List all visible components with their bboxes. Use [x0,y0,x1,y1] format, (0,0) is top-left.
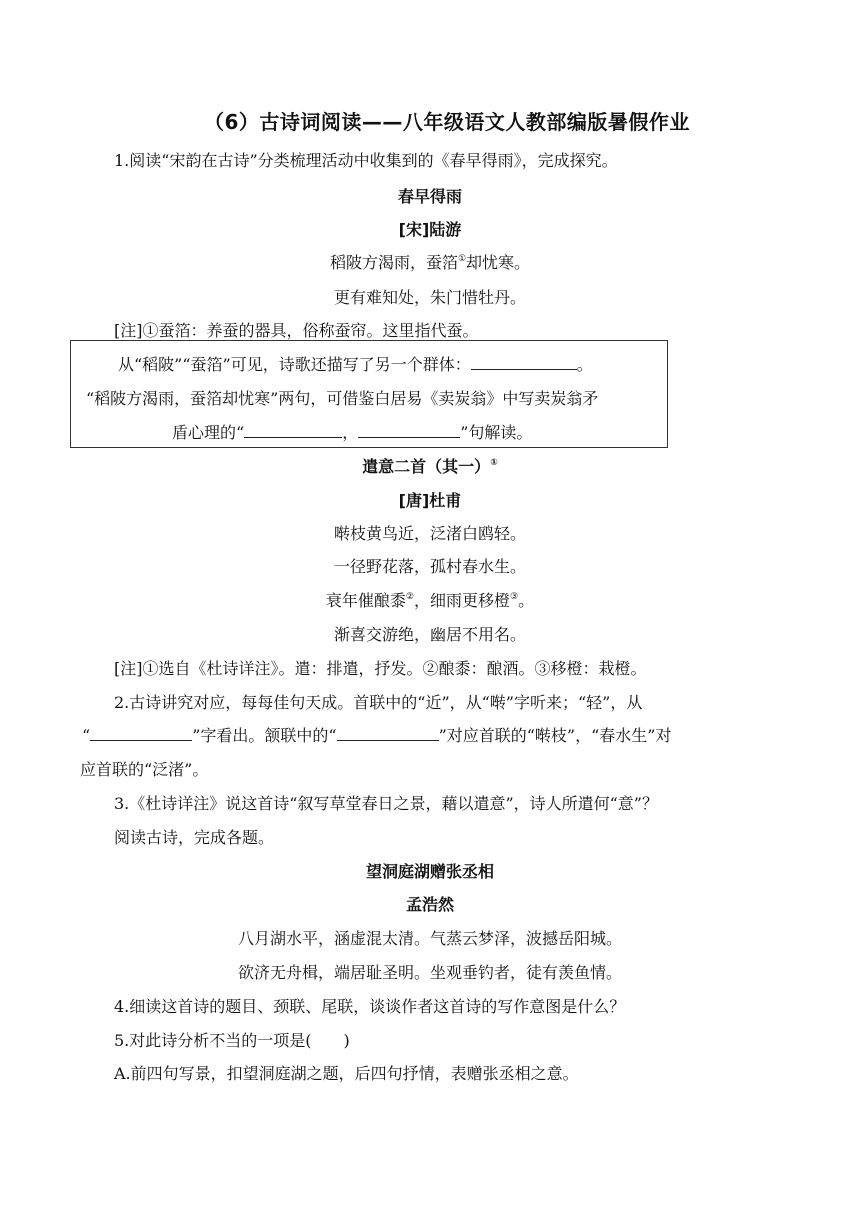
answer-blank-1[interactable] [471,355,577,370]
answer-blank-2[interactable] [244,423,342,438]
poem-1-author: [宋]陆游 [398,220,462,239]
box-line-1-end: 。 [576,355,593,374]
poem-3-line-2: 欲济无舟楫，端居耻圣明。坐观垂钓者，徒有羡鱼情。 [237,963,622,982]
poem-1-line-1-a: 稻陂方渴雨，蚕箔 [329,253,458,272]
poem-1-line-1-b: 却忧寒。 [466,253,531,272]
poem-2-title-text: 遣意二首（其一） [362,457,491,476]
question-5: 5.对此诗分析不当的一项是( ) [114,1031,350,1050]
box-line-2: “稻陂方渴雨，蚕箔却忧寒”两句，可借鉴白居易《卖炭翁》中写卖炭翁矛 [86,389,599,408]
footnote-mark: ① [457,254,467,264]
poem-1-line-2: 更有难知处，朱门惜牡丹。 [333,288,526,307]
poem-2-note: [注]①选自《杜诗详注》。遣：排遣，抒发。②酿黍：酿酒。③移橙：栽橙。 [114,659,647,678]
poem-1-line-1 [0,250,860,273]
box-line-1-text: 从“稻陂”“蚕箔”可见，诗歌还描写了另一个群体： [118,355,471,374]
poem-1-note: [注]①蚕箔：养蚕的器具，俗称蚕帘。这里指代蚕。 [114,321,479,340]
page-title: （6）古诗词阅读——八年级语文人教部编版暑假作业 [204,110,690,134]
question-2-line-3: 应首联的“泛渚”。 [80,760,209,779]
footnote-mark: ② [405,592,414,602]
answer-blank-3[interactable] [358,423,460,438]
poem-2-line-3-b: ，细雨更移橙 [413,591,510,610]
poem-3-line-1: 八月湖水平，涵虚混太清。气蒸云梦泽，波撼岳阳城。 [237,929,622,948]
question-5-option-a: A.前四句写景，扣望洞庭湖之题，后四句抒情，表赠张丞相之意。 [114,1064,579,1083]
poem-2-line-2: 一径野花落，孤村春水生。 [333,557,526,576]
poem-2-title [0,454,860,477]
poem-3-author: 孟浩然 [405,895,454,914]
answer-blank-5[interactable] [337,726,439,741]
question-4: 4.细读这首诗的题目、颈联、尾联，谈谈作者这首诗的写作意图是什么？ [114,997,626,1016]
box-line-3-a: 盾心理的“ [172,423,245,442]
poem-3-title: 望洞庭湖赠张丞相 [365,862,494,881]
question-2-line-2-c: ”对应首联的“啭枝”，“春水生”对 [438,726,672,745]
footnote-mark: ③ [510,592,519,602]
box-line-3 [172,420,532,443]
box-line-3-b: ， [342,423,359,442]
box-line-1 [118,352,593,375]
footnote-mark: ① [490,458,498,468]
question-2-line-2-a: “ [82,726,91,745]
question-3-line-1: 3.《杜诗详注》说这首诗“叙写草堂春日之景，藉以遣意”，诗人所遣何“意”？ [114,794,658,813]
question-1-intro: 1.阅读“宋韵在古诗”分类梳理活动中收集到的《春早得雨》，完成探究。 [114,151,618,170]
box-line-3-c: ”句解读。 [460,423,533,442]
poem-2-line-3-a: 衰年催酿黍 [325,591,406,610]
poem-2-author: [唐]杜甫 [398,491,462,510]
poem-2-line-3 [0,588,860,611]
poem-2-line-1: 啭枝黄鸟近，泛渚白鸥轻。 [333,524,526,543]
poem-2-line-3-c: 。 [518,591,535,610]
question-3-line-2: 阅读古诗，完成各题。 [114,828,275,847]
answer-blank-4[interactable] [90,726,192,741]
question-2-line-1: 2.古诗讲究对应，每每佳句天成。首联中的“近”，从“啭”字听来；“轻”，从 [114,693,643,712]
poem-1-title: 春早得雨 [397,187,462,206]
question-2-line-2-b: ”字看出。颔联中的“ [192,726,337,745]
question-2-line-2 [82,723,671,746]
poem-2-line-4: 渐喜交游绝，幽居不用名。 [333,625,526,644]
